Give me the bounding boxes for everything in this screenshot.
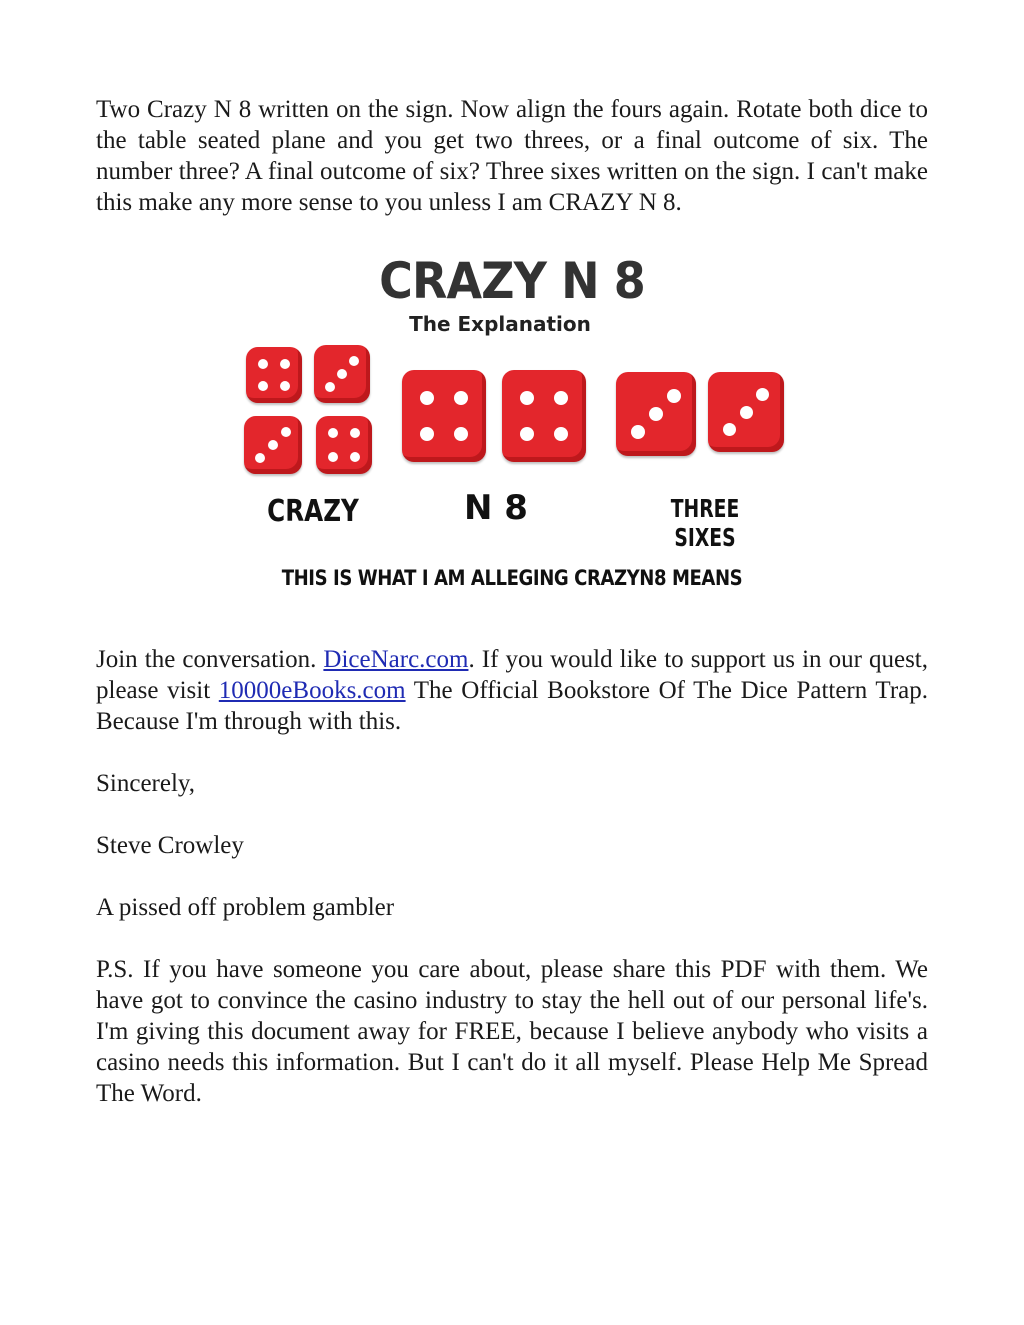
die-pip — [280, 359, 290, 369]
die-pip — [454, 391, 468, 405]
die-pip — [454, 427, 468, 441]
die-pip — [258, 359, 268, 369]
author-name: Steve Crowley — [96, 832, 244, 859]
die-pip — [280, 381, 290, 391]
die-pip — [337, 369, 347, 379]
die-pip — [350, 428, 360, 438]
die-pip — [349, 356, 359, 366]
die-pip — [649, 407, 663, 421]
die-pip — [255, 453, 265, 463]
die-pip — [756, 388, 769, 401]
die-pip — [328, 452, 338, 462]
figure-title: CRAZY N 8 — [379, 252, 645, 310]
die-crazy-3 — [244, 416, 302, 474]
die-pip — [554, 427, 568, 441]
die-pip — [325, 382, 335, 392]
label-three-sixes: THREE SIXES — [670, 494, 740, 552]
join-text: Join the conversation. — [96, 646, 324, 673]
die-pip — [723, 423, 736, 436]
ebooks-link[interactable]: 10000eBooks.com — [218, 677, 406, 704]
die-pip — [667, 389, 681, 403]
postscript-paragraph: P.S. If you have someone you care about, please share this PDF with them. We have got to convince the casino industry to stay the hell out of our personal life's. I'm giving this document away for FREE, because I believe anybody who visits a casino needs this information. But I can't do it all myself. Please Help Me Spread The Word. — [96, 956, 928, 1107]
die-pip — [350, 452, 360, 462]
die-crazy-1 — [246, 347, 302, 403]
figure-caption: THIS IS WHAT I AM ALLEGING CRAZYN8 MEANS — [281, 566, 743, 590]
author-title: A pissed off problem gambler — [96, 894, 395, 921]
bookstore-text: The Official Bookstore Of The Dice Pattern Trap. Because I'm through with this. — [96, 677, 929, 735]
dicenarc-link[interactable]: DiceNarc.com — [323, 646, 469, 673]
die-crazy-4 — [316, 416, 372, 474]
die-n8-1 — [402, 370, 486, 462]
label-n8: N 8 — [464, 488, 528, 528]
die-pip — [328, 428, 338, 438]
die-pip — [281, 427, 291, 437]
die-pip — [268, 440, 278, 450]
die-pip — [258, 381, 268, 391]
crazy-n8-figure — [96, 248, 928, 608]
label-crazy: CRAZY — [267, 494, 359, 529]
die-pip — [520, 391, 534, 405]
die-pip — [420, 427, 434, 441]
die-pip — [520, 427, 534, 441]
figure-subtitle: The Explanation — [409, 312, 591, 336]
die-sixes-1 — [616, 372, 696, 456]
die-pip — [554, 391, 568, 405]
die-crazy-2 — [314, 345, 370, 403]
die-pip — [631, 425, 645, 439]
document-page — [96, 94, 928, 1109]
die-sixes-2 — [708, 372, 784, 452]
die-n8-2 — [502, 370, 586, 462]
conversation-paragraph — [96, 644, 928, 737]
die-pip — [420, 391, 434, 405]
support-text: . If you would like to support us in our quest, please visit — [96, 646, 928, 704]
die-pip — [740, 406, 753, 419]
intro-paragraph: Two Crazy N 8 written on the sign. Now align the fours again. Rotate both dice to the table seated plane and you get two threes, or a final outcome of six. The number three? A final outcome of six? Three sixes written on the sign. I can't make this make any more sense to you unless I am CRAZY N 8. — [96, 96, 928, 216]
closing-line: Sincerely, — [96, 770, 196, 797]
